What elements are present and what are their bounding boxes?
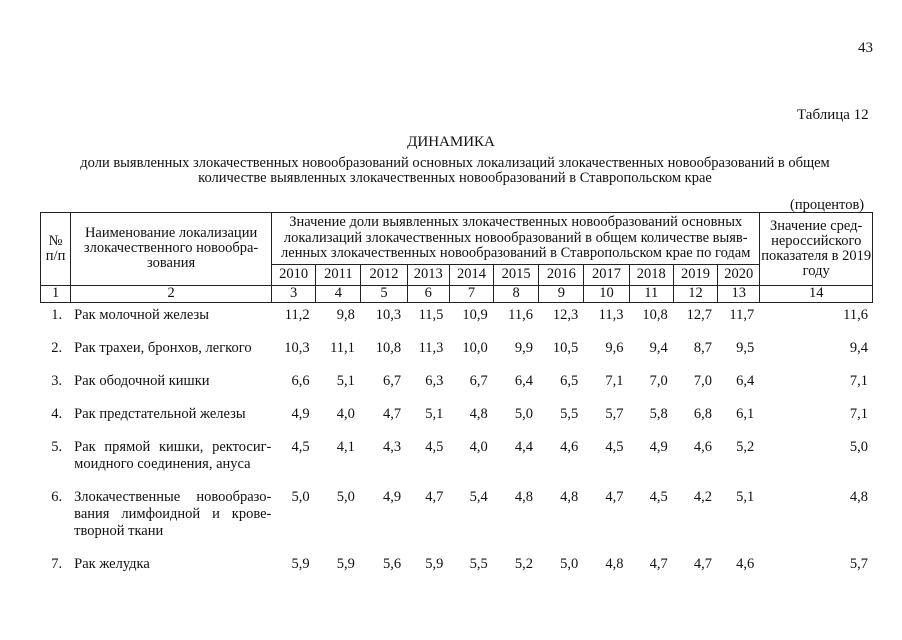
row-value: 6,8 xyxy=(693,406,713,422)
row-value: 4,0 xyxy=(469,439,488,455)
row-value: 5,0 xyxy=(336,489,355,505)
row-name: Рак ободочной кишки xyxy=(74,373,210,389)
row-value: 5,8 xyxy=(649,406,668,422)
row-value: 9,6 xyxy=(605,340,624,356)
row-value: 4,8 xyxy=(605,556,624,572)
row-value: 11,5 xyxy=(418,307,444,323)
row-value: 5,9 xyxy=(425,556,444,572)
row-name: Рак предстательной железы xyxy=(74,406,246,422)
row-value: 5,6 xyxy=(383,556,402,572)
row-number: 5. xyxy=(51,439,63,455)
row-value: 4,5 xyxy=(291,439,310,455)
column-number: 5 xyxy=(361,285,407,302)
table-row xyxy=(40,340,873,373)
units-label: (процентов) xyxy=(790,197,865,213)
header-year: 2018 xyxy=(629,264,673,285)
row-value: 5,1 xyxy=(736,489,755,505)
row-number: 1. xyxy=(51,307,63,323)
row-value: 4,7 xyxy=(649,556,668,572)
row-value: 9,4 xyxy=(649,340,668,356)
table-row xyxy=(40,307,873,340)
row-value: 11,3 xyxy=(598,307,624,323)
header-year: 2012 xyxy=(361,264,407,285)
row-value: 4,7 xyxy=(693,556,713,572)
row-value: 6,5 xyxy=(560,373,579,389)
row-value: 4,8 xyxy=(560,489,579,505)
row-russia-value: 5,7 xyxy=(849,556,868,572)
row-value: 4,1 xyxy=(336,439,355,455)
row-number: 4. xyxy=(51,406,63,422)
row-value: 5,9 xyxy=(291,556,310,572)
row-value: 4,6 xyxy=(560,439,579,455)
row-value: 5,0 xyxy=(514,406,533,422)
row-value: 4,7 xyxy=(605,489,624,505)
row-value: 11,7 xyxy=(729,307,755,323)
row-value: 10,3 xyxy=(375,307,402,323)
document-heading: ДИНАМИКА xyxy=(407,134,495,150)
header-year: 2019 xyxy=(673,264,717,285)
row-value: 7,0 xyxy=(649,373,668,389)
header-year: 2013 xyxy=(407,264,449,285)
row-value: 5,2 xyxy=(736,439,755,455)
row-value: 4,8 xyxy=(469,406,488,422)
row-name: Рак трахеи, бронхов, легкого xyxy=(74,340,252,356)
table-row xyxy=(40,489,873,556)
row-value: 4,8 xyxy=(514,489,533,505)
subtitle-line-2: количестве выявленных злокачественных новообразований в Ставропольском крае xyxy=(198,170,712,186)
row-number: 2. xyxy=(51,340,63,356)
row-value: 11,6 xyxy=(508,307,533,323)
row-value: 5,1 xyxy=(336,373,355,389)
subtitle-line-1: доли выявленных злокачественных новообразований основных локализаций злокачественных новообразований в общем xyxy=(80,155,830,171)
row-value: 5,5 xyxy=(469,556,488,572)
row-value: 4,6 xyxy=(736,556,755,572)
row-number: 6. xyxy=(51,489,63,505)
table-row xyxy=(40,373,873,406)
row-russia-value: 11,6 xyxy=(843,307,868,323)
row-russia-value: 9,4 xyxy=(849,340,868,356)
column-number: 3 xyxy=(272,285,316,302)
row-value: 4,6 xyxy=(693,439,713,455)
row-value: 6,4 xyxy=(514,373,533,389)
table-row xyxy=(40,556,873,589)
row-value: 6,1 xyxy=(736,406,755,422)
header-year: 2016 xyxy=(539,264,584,285)
column-number: 1 xyxy=(41,285,71,302)
row-number: 3. xyxy=(51,373,63,389)
header-year: 2014 xyxy=(449,264,493,285)
document-subtitle xyxy=(40,156,870,186)
column-number: 9 xyxy=(539,285,584,302)
column-number: 2 xyxy=(71,285,272,302)
row-value: 10,5 xyxy=(552,340,579,356)
row-value: 6,7 xyxy=(383,373,402,389)
row-value: 9,5 xyxy=(736,340,755,356)
column-number: 8 xyxy=(494,285,539,302)
row-value: 12,7 xyxy=(686,307,713,323)
header-year: 2010 xyxy=(272,264,316,285)
row-value: 5,4 xyxy=(469,489,488,505)
row-value: 5,5 xyxy=(560,406,579,422)
row-name: Рак молочной железы xyxy=(74,307,209,323)
row-value: 4,2 xyxy=(693,489,713,505)
row-value: 5,7 xyxy=(605,406,624,422)
row-value: 10,8 xyxy=(375,340,402,356)
row-value: 6,6 xyxy=(291,373,310,389)
row-value: 11,2 xyxy=(284,307,310,323)
row-value: 4,5 xyxy=(649,489,668,505)
table-row xyxy=(40,439,873,489)
header-year: 2020 xyxy=(718,264,760,285)
row-russia-value: 7,1 xyxy=(849,406,868,422)
row-value: 4,5 xyxy=(425,439,444,455)
header-russia: Значение сред-нероссийского показателя в 2019 году xyxy=(760,213,873,286)
column-number: 14 xyxy=(760,285,873,302)
row-value: 11,3 xyxy=(418,340,444,356)
header-year: 2017 xyxy=(584,264,629,285)
row-value: 7,0 xyxy=(693,373,713,389)
row-value: 10,9 xyxy=(462,307,488,323)
row-value: 5,1 xyxy=(425,406,444,422)
row-value: 4,9 xyxy=(649,439,668,455)
row-name: Рак желудка xyxy=(74,556,150,572)
row-value: 12,3 xyxy=(552,307,579,323)
row-russia-value: 5,0 xyxy=(849,439,868,455)
column-number: 6 xyxy=(407,285,449,302)
row-value: 9,8 xyxy=(336,307,355,323)
row-value: 5,2 xyxy=(514,556,533,572)
row-russia-value: 4,8 xyxy=(849,489,868,505)
row-value: 5,0 xyxy=(291,489,310,505)
row-number: 7. xyxy=(51,556,63,572)
row-value: 8,7 xyxy=(693,340,713,356)
row-value: 4,9 xyxy=(383,489,402,505)
page-number: 43 xyxy=(858,40,873,56)
row-name: Злокачественные новообразо-вания лимфоидной и крове-творной ткани xyxy=(74,489,272,539)
table-row xyxy=(40,406,873,439)
row-value: 6,3 xyxy=(425,373,444,389)
row-value: 4,4 xyxy=(514,439,533,455)
table-header xyxy=(40,212,873,303)
column-numbers-row xyxy=(41,285,873,302)
row-value: 10,0 xyxy=(462,340,488,356)
header-name: Наименование локализации злокачественного новообра-зования xyxy=(71,213,272,286)
row-name: Рак прямой кишки, ректосиг-моидного соединения, ануса xyxy=(74,439,272,472)
column-number: 7 xyxy=(449,285,493,302)
header-year: 2015 xyxy=(494,264,539,285)
row-value: 4,7 xyxy=(425,489,444,505)
header-group: Значение доли выявленных злокачественных новообразований основных локализаций злокачественных новообразований в общем количестве выяв-ленных злокачественных новообразований в Ставропольском крае по годам xyxy=(272,213,760,265)
column-number: 12 xyxy=(673,285,717,302)
column-number: 10 xyxy=(584,285,629,302)
row-value: 6,4 xyxy=(736,373,755,389)
row-value: 10,3 xyxy=(284,340,310,356)
row-value: 11,1 xyxy=(330,340,355,356)
column-number: 4 xyxy=(316,285,361,302)
row-value: 4,0 xyxy=(336,406,355,422)
row-value: 5,9 xyxy=(336,556,355,572)
row-value: 6,7 xyxy=(469,373,488,389)
row-value: 5,0 xyxy=(560,556,579,572)
header-year: 2011 xyxy=(316,264,361,285)
data-table-body xyxy=(40,307,873,589)
row-value: 9,9 xyxy=(514,340,533,356)
row-value: 4,3 xyxy=(383,439,402,455)
row-value: 4,7 xyxy=(383,406,402,422)
header-no: № п/п xyxy=(41,213,71,286)
table-label: Таблица 12 xyxy=(797,107,869,123)
column-number: 13 xyxy=(718,285,760,302)
row-value: 7,1 xyxy=(605,373,624,389)
row-russia-value: 7,1 xyxy=(849,373,868,389)
column-number: 11 xyxy=(629,285,673,302)
row-value: 4,5 xyxy=(605,439,624,455)
row-value: 4,9 xyxy=(291,406,310,422)
row-value: 10,8 xyxy=(642,307,668,323)
